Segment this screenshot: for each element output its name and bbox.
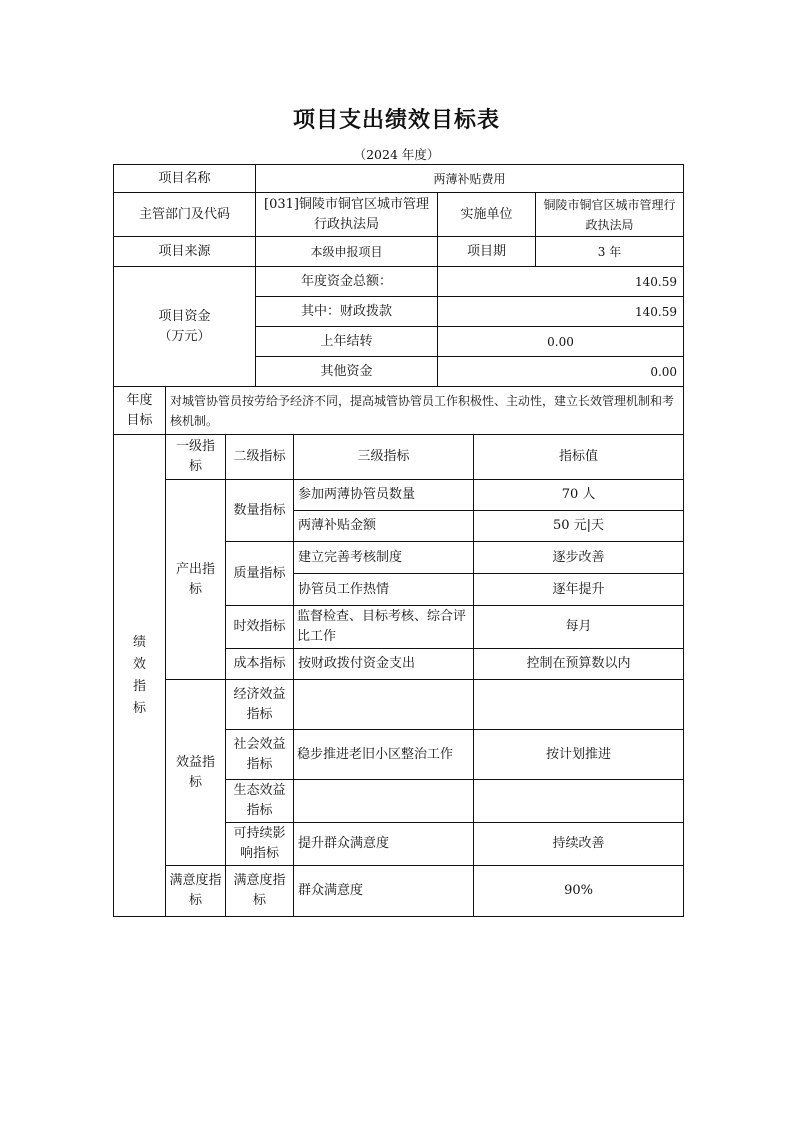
performance-indicators-text: 绩效指标 [132,634,146,716]
quality-indicator-1-name: 建立完善考核制度 [294,542,474,574]
ecological-benefit-label: 生态效益指标 [226,780,294,823]
quantity-indicator-2-name: 两薄补贴金额 [294,511,474,542]
quantity-indicator-1-name: 参加两薄协管员数量 [294,480,474,511]
social-benefit-label: 社会效益指标 [226,730,294,780]
timeliness-indicator-name: 监督检查、目标考核、综合评比工作 [294,606,474,649]
satisfaction-level2-label: 满意度指标 [226,866,294,917]
page-title: 项目支出绩效目标表 [292,107,500,133]
economic-benefit-value [474,680,684,730]
project-name-label: 项目名称 [114,165,256,193]
implementing-unit-value: 铜陵市铜官区城市管理行政执法局 [536,193,684,237]
satisfaction-indicator-value: 90% [474,866,684,917]
sustainable-impact-name: 提升群众满意度 [294,823,474,866]
social-benefit-value: 按计划推进 [474,730,684,780]
project-source-label: 项目来源 [114,237,256,267]
project-name-value: 两薄补贴费用 [256,165,684,193]
sustainable-impact-value: 持续改善 [474,823,684,866]
annual-total-label: 年度资金总额： [256,267,438,297]
carryover-value: 0.00 [438,327,684,357]
cost-indicator-name: 按财政拨付资金支出 [294,649,474,680]
quantity-indicator-1-value: 70 人 [474,480,684,511]
annual-goal-label-line2: 目标 [126,412,153,428]
project-funds-label [114,267,256,387]
quantity-indicator-label: 数量指标 [226,480,294,542]
department-label: 主管部门及代码 [114,193,256,237]
department-value: [031]铜陵市铜官区城市管理行政执法局 [256,193,438,237]
header-level2: 二级指标 [226,435,294,480]
quality-indicator-2-value: 逐年提升 [474,574,684,606]
output-indicator-label: 产出指标 [166,480,226,680]
header-value: 指标值 [474,435,684,480]
other-funds-label: 其他资金 [256,357,438,387]
social-benefit-name: 稳步推进老旧小区整治工作 [294,730,474,780]
project-funds-unit: （万元） [158,328,211,344]
quality-indicator-2-name: 协管员工作热情 [294,574,474,606]
quality-indicator-label: 质量指标 [226,542,294,606]
project-period-value: 3 年 [536,237,684,267]
project-period-label: 项目期 [438,237,536,267]
economic-benefit-name [294,680,474,730]
annual-goal-label-line1: 年度 [126,392,153,408]
quality-indicator-1-value: 逐步改善 [474,542,684,574]
project-funds-title: 项目资金 [158,308,211,324]
annual-goal-label [114,387,166,435]
sustainable-impact-label: 可持续影响指标 [226,823,294,866]
other-funds-value: 0.00 [438,357,684,387]
timeliness-indicator-label: 时效指标 [226,606,294,649]
project-source-value: 本级申报项目 [256,237,438,267]
performance-indicators-label [114,435,166,917]
annual-goal-text: 对城管协管员按劳给予经济不同，提高城管协管员工作积极性、主动性，建立长效管理机制和考核机制。 [166,387,684,435]
header-level1: 一级指标 [166,435,226,480]
fiscal-appropriation-label: 其中：财政拨款 [256,297,438,327]
quantity-indicator-2-value: 50 元|天 [474,511,684,542]
fiscal-year: （2024 年度） [353,147,440,162]
satisfaction-level1-label: 满意度指标 [166,866,226,917]
economic-benefit-label: 经济效益指标 [226,680,294,730]
benefit-indicator-label: 效益指标 [166,680,226,866]
cost-indicator-value: 控制在预算数以内 [474,649,684,680]
carryover-label: 上年结转 [256,327,438,357]
satisfaction-indicator-name: 群众满意度 [294,866,474,917]
performance-target-table [113,164,684,917]
timeliness-indicator-value: 每月 [474,606,684,649]
ecological-benefit-name [294,780,474,823]
ecological-benefit-value [474,780,684,823]
fiscal-appropriation-value: 140.59 [438,297,684,327]
annual-total-value: 140.59 [438,267,684,297]
implementing-unit-label: 实施单位 [438,193,536,237]
cost-indicator-label: 成本指标 [226,649,294,680]
header-level3: 三级指标 [294,435,474,480]
